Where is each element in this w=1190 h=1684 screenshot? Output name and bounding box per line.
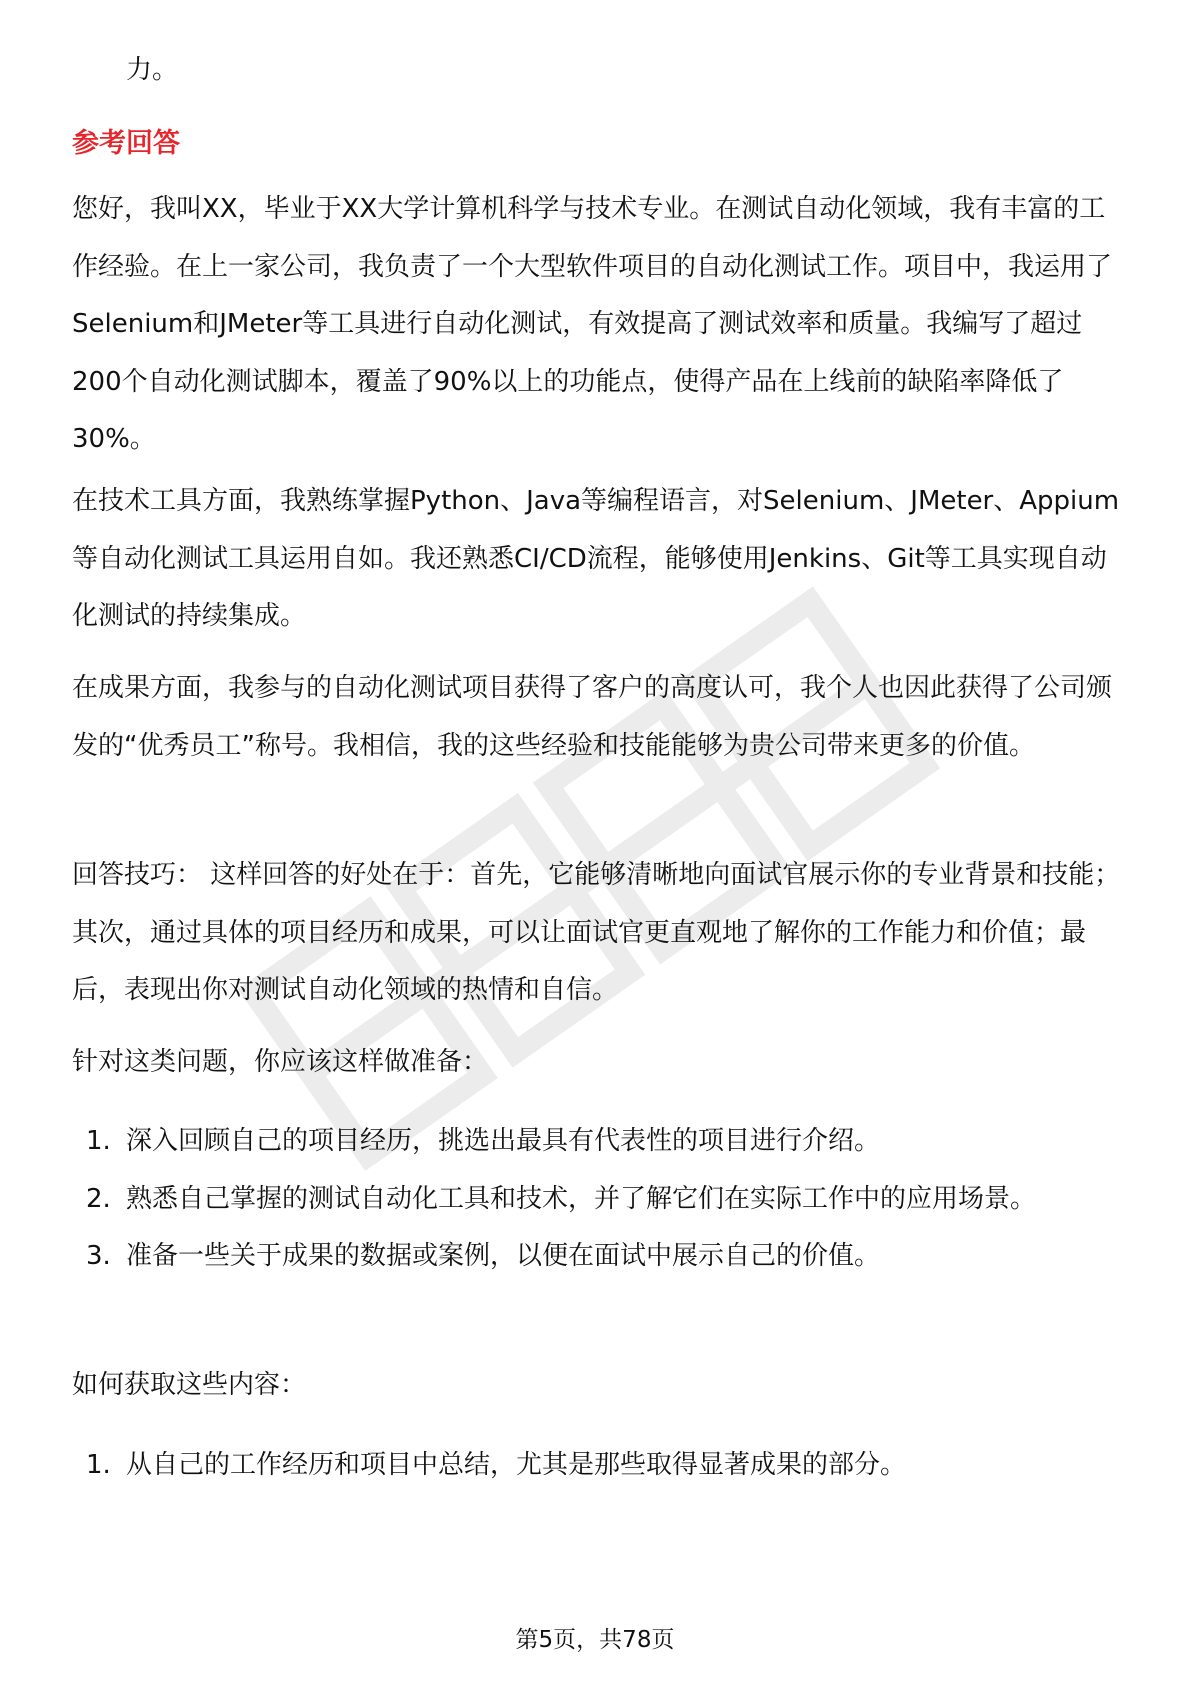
answer-paragraph-tools: 在技术工具方面，我熟练掌握Python、Java等编程语言，对Selenium、JMeter、Appium等自动化测试工具运用自如。我还熟悉CI/CD流程，能够使用Jenkins、Git等工具实现自动化测试的持续集成。: [72, 486, 1120, 631]
preparation-list: [72, 1113, 1122, 1286]
list-item-text: 准备一些关于成果的数据或案例，以便在面试中展示自己的价值。: [126, 1241, 881, 1271]
page-number-footer: 第5页，共78页: [515, 1627, 675, 1653]
list-item-text: 熟悉自己掌握的测试自动化工具和技术，并了解它们在实际工作中的应用场景。: [126, 1183, 1037, 1214]
answer-tips-paragraph: 回答技巧： 这样回答的好处在于：首先，它能够清晰地向面试官展示你的专业背景和技能；其次，通过具体的项目经历和成果，可以让面试官更直观地了解你的工作能力和价值；最后，表现出你对测试自动化领域的热情和自信。: [72, 860, 1121, 1005]
list-item: [72, 1228, 1122, 1286]
list-item-text: 深入回顾自己的项目经历，挑选出最具有代表性的项目进行介绍。: [126, 1126, 881, 1156]
list-number: 1.: [86, 1450, 111, 1480]
section-heading-reference-answer: 参考回答: [72, 128, 180, 159]
preparation-intro: 针对这类问题，你应该这样做准备：: [72, 1047, 489, 1077]
continued-text-fragment: 力。: [126, 55, 179, 85]
list-item: [72, 1171, 1122, 1229]
answer-paragraph-results: 在成果方面，我参与的自动化测试项目获得了客户的高度认可，我个人也因此获得了公司颁发的“优秀员工”称号。我相信，我的这些经验和技能能够为贵公司带来更多的价值。: [72, 673, 1113, 761]
how-to-obtain-heading: 如何获取这些内容：: [72, 1370, 307, 1400]
answer-paragraph-intro: 您好，我叫XX，毕业于XX大学计算机科学与技术专业。在测试自动化领域，我有丰富的工作经验。在上一家公司，我负责了一个大型软件项目的自动化测试工作。项目中，我运用了Selenium和JMeter等工具进行自动化测试，有效提高了测试效率和质量。我编写了超过200个自动化测试脚本，覆盖了90%以上的功能点，使得产品在上线前的缺陷率降低了30%。: [72, 194, 1113, 454]
how-to-obtain-list: [72, 1437, 1122, 1495]
list-number: 3.: [86, 1241, 111, 1271]
list-item-text: 从自己的工作经历和项目中总结，尤其是那些取得显著成果的部分。: [126, 1450, 907, 1480]
list-item: [72, 1437, 1122, 1495]
list-item: [72, 1113, 1122, 1171]
list-number: 2.: [86, 1183, 111, 1214]
list-number: 1.: [86, 1126, 111, 1156]
